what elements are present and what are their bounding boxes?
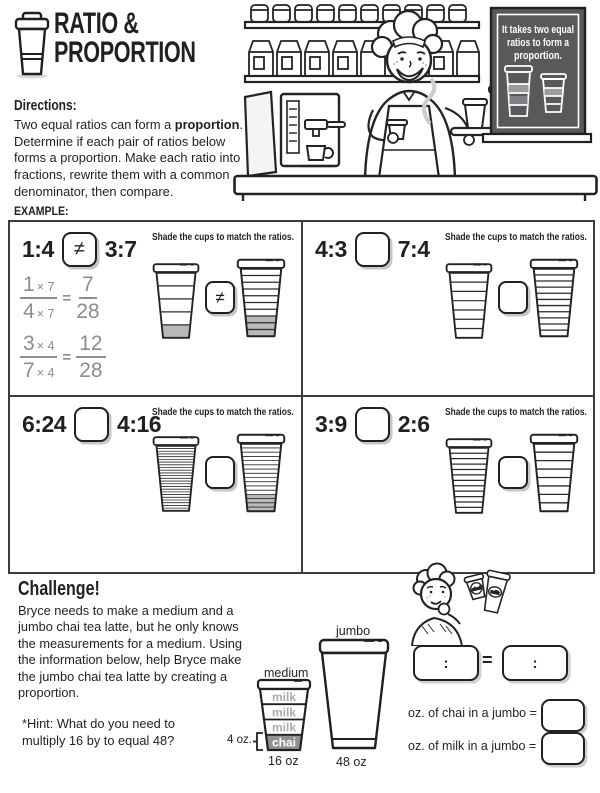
problem-2-cup-comparison-box[interactable] <box>498 281 528 314</box>
challenge-body: Bryce needs to make a medium and a jumbo chai tea latte, but he only knows the measurements for a medium. Using the information below, help Bryce make the jumbo chai tea latte by creating a proportion. <box>18 603 243 700</box>
work1-denominator: 4 <box>23 300 35 323</box>
work2-denominator: 7 <box>23 359 35 382</box>
work1-numerator: 1 <box>23 273 35 296</box>
milk-answer-label: oz. of milk in a jumbo = <box>408 739 537 753</box>
shade-caption: Shade the cups to match the ratios. <box>152 232 294 243</box>
problem-2 <box>303 222 593 395</box>
problem-2-ratio-row <box>315 232 430 267</box>
colon: : <box>532 654 538 672</box>
colon: : <box>443 654 449 672</box>
work1-den-mult: × 7 <box>36 307 55 321</box>
cup-left[interactable] <box>150 426 202 522</box>
shade-caption: Shade the cups to match the ratios. <box>445 232 587 243</box>
example-label: EXAMPLE: <box>14 204 69 218</box>
problem-1-ratio-row <box>22 232 137 267</box>
mini-cup-chai-label: chai <box>471 585 482 593</box>
problem-1-example <box>10 222 301 395</box>
problem-3-comparison-box[interactable] <box>74 407 109 442</box>
problem-4-left-ratio: 3:9 <box>315 411 347 437</box>
work1-num-mult: × 7 <box>36 280 55 294</box>
work-row-2 <box>20 333 106 381</box>
espresso-machine <box>245 92 345 176</box>
jumbo-cup-diagram <box>312 636 396 756</box>
chai-answer-box[interactable] <box>541 699 585 732</box>
work-row-1 <box>20 274 106 322</box>
chalkboard-line-3: proportion. <box>514 50 562 62</box>
directions-heading: Directions: <box>14 97 77 114</box>
chai-callout-label: 4 oz. <box>227 734 252 746</box>
problem-1-right-ratio: 3:7 <box>104 236 137 262</box>
band-milk-1: milk <box>271 690 297 704</box>
example-grid <box>8 220 595 574</box>
band-milk-3: milk <box>271 720 297 735</box>
cup-left[interactable] <box>443 431 495 521</box>
problem-1-comparison-box: ≠ <box>62 232 97 267</box>
problem-2-right-ratio: 7:4 <box>397 236 430 262</box>
coffee-cup-logo-icon <box>12 10 54 80</box>
thinking-character <box>400 562 522 646</box>
problem-2-comparison-box[interactable] <box>355 232 390 267</box>
problem-1-cups <box>148 247 300 379</box>
problem-1-left-ratio: 1:4 <box>22 236 54 262</box>
cup-left[interactable] <box>443 256 495 346</box>
mini-chai-cup <box>464 573 488 600</box>
work1-result-den: 28 <box>76 300 100 323</box>
problem-4-ratio-row <box>315 407 430 442</box>
work2-num-mult: × 4 <box>36 339 55 353</box>
chalkboard-line-2: ratios to form a <box>507 37 570 49</box>
chai-callout-bracket <box>253 731 263 752</box>
work1-result-num: 7 <box>82 273 94 296</box>
cup-left <box>150 256 202 346</box>
fraction-work <box>20 274 106 392</box>
work2-result-num: 12 <box>79 332 103 355</box>
problem-3-cup-comparison-box[interactable] <box>205 456 235 489</box>
milk-cartons-shelf <box>245 41 479 82</box>
proportion-equals: = <box>482 650 493 670</box>
problem-3-right-ratio: 4:16 <box>117 411 162 437</box>
jumbo-label: jumbo <box>336 624 371 638</box>
chai-answer-label: oz. of chai in a jumbo = <box>408 706 537 720</box>
title-line-2: PROPORTION <box>54 35 196 69</box>
cup-right[interactable] <box>234 425 288 521</box>
page-title <box>54 7 196 69</box>
mini-cup-milk-label: milk <box>490 588 501 596</box>
problem-3-cups <box>148 422 300 554</box>
challenge-heading: Challenge! <box>18 578 100 600</box>
problem-1-cup-comparison-box: ≠ <box>205 281 235 314</box>
problem-4-cups <box>441 422 593 554</box>
problem-2-left-ratio: 4:3 <box>315 236 347 262</box>
cup-right[interactable] <box>527 250 581 346</box>
shade-caption: Shade the cups to match the ratios. <box>152 407 294 418</box>
proportion-box-left[interactable] <box>413 645 479 681</box>
title-line-1: RATIO & <box>54 7 139 40</box>
directions-body <box>14 117 246 200</box>
work2-den-mult: × 4 <box>36 366 55 380</box>
problem-2-cups <box>441 247 593 379</box>
challenge-hint: *Hint: What do you need to multiply 16 by to equal 48? <box>22 716 175 748</box>
proportion-box-right[interactable] <box>502 645 568 681</box>
work1-equals: = <box>62 289 72 307</box>
problem-4-comparison-box[interactable] <box>355 407 390 442</box>
jumbo-size-label: 48 oz <box>336 755 367 769</box>
problem-3 <box>10 397 301 570</box>
chalkboard-line-1: It takes two equal <box>502 24 574 36</box>
work2-equals: = <box>62 348 72 366</box>
milk-answer-box[interactable] <box>541 732 585 765</box>
counter <box>235 176 597 194</box>
directions-bold-word: proportion <box>174 117 240 132</box>
cup-right <box>234 250 288 346</box>
band-chai: chai <box>271 735 297 750</box>
medium-label: medium <box>264 666 309 680</box>
medium-size-label: 16 oz <box>268 754 299 768</box>
shade-caption: Shade the cups to match the ratios. <box>445 407 587 418</box>
work2-result-den: 28 <box>79 359 103 382</box>
problem-4 <box>303 397 593 570</box>
shelf-cups-row <box>245 5 479 28</box>
problem-3-left-ratio: 6:24 <box>22 411 67 437</box>
directions-text-rest: . Determine if each pair of ratios below forms a proportion. Make each ratio into fractions, rewrite them with a common denominator, then compare. <box>14 117 243 199</box>
medium-cup-diagram <box>254 678 314 756</box>
band-milk-2: milk <box>271 705 297 720</box>
problem-3-ratio-row <box>22 407 161 442</box>
work2-numerator: 3 <box>23 332 35 355</box>
barista-illustration <box>233 0 599 207</box>
chalkboard-sign <box>483 8 591 142</box>
problem-4-right-ratio: 2:6 <box>397 411 430 437</box>
problem-4-cup-comparison-box[interactable] <box>498 456 528 489</box>
cup-right[interactable] <box>527 425 581 521</box>
directions-text: Two equal ratios can form a <box>14 117 175 132</box>
